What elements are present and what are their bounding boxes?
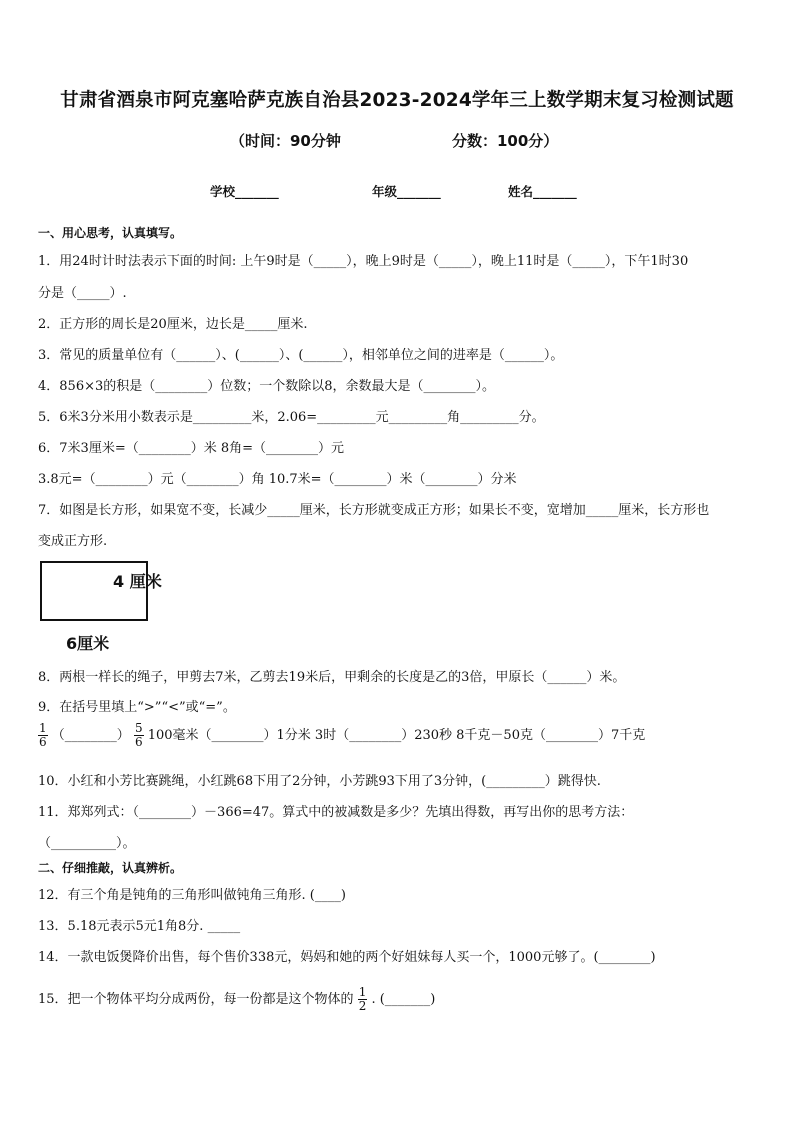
- name-field: 姓名_______: [508, 184, 577, 199]
- question-15-blank: . (_______): [371, 992, 436, 1007]
- question-7-line-2: 变成正方形.: [38, 534, 108, 549]
- question-14: 14．一款电饭煲降价出售，每个售价338元，妈妈和她的两个好姐妹每人买一个，1000元够了。(________): [38, 950, 656, 965]
- school-field: 学校_______: [210, 184, 279, 199]
- question-11-line-1: 11．郑郑列式：（________）－366=47。算式中的被减数是多少？先填出得数，再写出你的思考方法：: [38, 805, 634, 820]
- question-5: 5．6米3分米用小数表示是_________米，2.06=_________元_________角_________分。: [38, 410, 545, 425]
- question-1-line-2: 分是（_____）.: [38, 286, 127, 301]
- exam-title: 甘肃省酒泉市阿克塞哈萨克族自治县2023-2024学年三上数学期末复习检测试题: [60, 90, 734, 111]
- question-9-intro: 9．在括号里填上“>”“<”或“=”。: [38, 700, 236, 715]
- question-12: 12．有三个角是钝角的三角形叫做钝角三角形. (____): [38, 888, 346, 903]
- question-9-other-comparisons: 100毫米（________）1分米 3时（________）230秒 8千克－50克（________）7千克: [147, 728, 646, 743]
- grade-field: 年级_______: [372, 184, 441, 199]
- fraction-five-sixths: $\frac{5}{6}$: [134, 721, 143, 749]
- question-2: 2．正方形的周长是20厘米，边长是_____厘米.: [38, 317, 308, 332]
- fraction-one-sixth: $\frac{1}{6}$: [39, 721, 47, 749]
- question-9-comparisons: [38, 722, 645, 749]
- rectangle-width-label: 4 厘米: [113, 572, 162, 591]
- question-10: 10．小红和小芳比赛跳绳，小红跳68下用了2分钟，小芳跳93下用了3分钟，(_________）跳得快.: [38, 774, 601, 789]
- question-3: 3．常见的质量单位有（______）、(______）、(______），相邻单位之间的进率是（______）。: [38, 348, 564, 363]
- question-8: 8．两根一样长的绳子，甲剪去7米，乙剪去19米后，甲剩余的长度是乙的3倍，甲原长（______）米。: [38, 670, 626, 685]
- section-1-title: 一、用心思考，认真填写。: [38, 226, 183, 240]
- question-1-line-1: 1．用24时计时法表示下面的时间: 上午9时是（_____），晚上9时是（_____），晚上11时是（_____），下午1时30: [38, 254, 689, 269]
- question-13: 13．5.18元表示5元1角8分. _____: [38, 919, 241, 934]
- exam-time: （时间：90分钟: [230, 132, 341, 150]
- question-7-line-1: 7．如图是长方形，如果宽不变，长减少_____厘米，长方形就变成正方形；如果长不变，宽增加_____厘米，长方形也: [38, 503, 710, 518]
- rectangle-length-label: 6厘米: [66, 634, 110, 653]
- question-6-line-1: 6．7米3厘米=（________）米 8角=（________）元: [38, 441, 345, 456]
- exam-score: 分数：100分）: [452, 132, 559, 150]
- question-11-line-2: （__________）。: [38, 836, 136, 851]
- question-6-line-2: 3.8元=（________）元（________）角 10.7米=（________）米（________）分米: [38, 472, 517, 487]
- question-15: [38, 986, 435, 1013]
- section-2-title: 二、仔细推敲，认真辨析。: [38, 861, 183, 875]
- question-4: 4．856×3的积是（________）位数；一个数除以8，余数最大是（________）。: [38, 379, 496, 394]
- question-15-text: 15．把一个物体平均分成两份，每一份都是这个物体的: [38, 992, 354, 1007]
- fraction-one-half: $\frac{1}{2}$: [358, 985, 367, 1013]
- blank-fraction-compare: （________）: [51, 728, 130, 743]
